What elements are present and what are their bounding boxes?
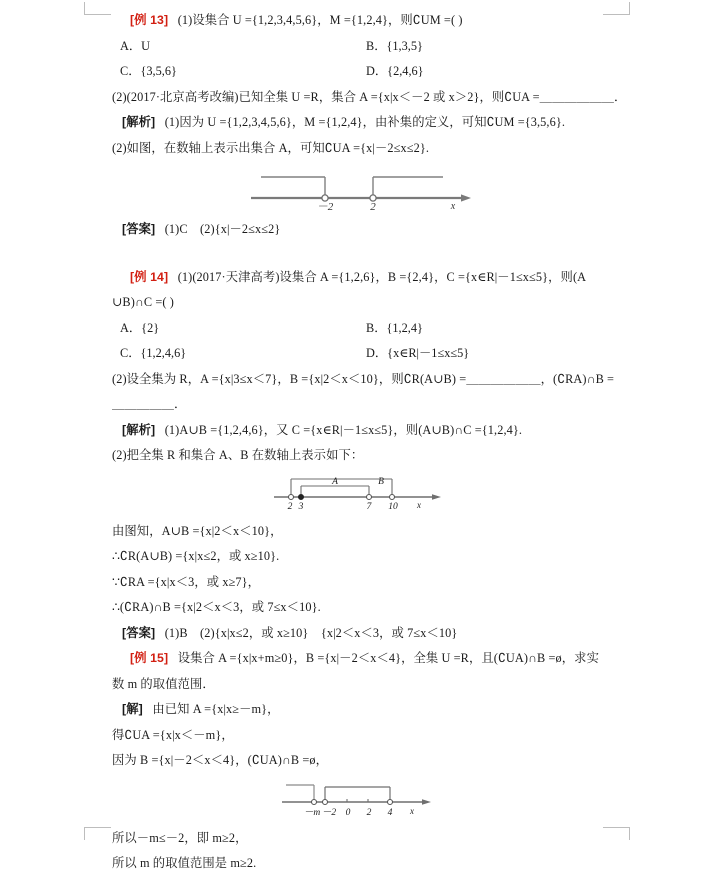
example-13-answer-line [112, 217, 612, 243]
axis-arrow [432, 494, 441, 500]
tick-marker-3 [299, 494, 304, 499]
figure-3-wrapper [112, 774, 612, 826]
tick-label-10: 10 [388, 501, 398, 512]
example-14-answer-tag: [答案] [122, 625, 156, 640]
example-14-analysis-line-1 [112, 418, 612, 444]
example-13-options-row-2 [112, 59, 612, 85]
example-13-analysis-line-1 [112, 110, 612, 136]
example-15-step-4: 所以 m 的取值范围是 m≥2. [112, 856, 257, 870]
example-14-answer: (1)B (2){x|x≤2，或 x≥10} {x|2＜x＜3，或 7≤x＜10} [164, 625, 458, 640]
example-14-part2: (2)设全集为 R，A ={x|3≤x＜7}，B ={x|2＜x＜10}，则∁R(A∪B) =＿＿＿＿＿＿，(∁RA)∩B = [112, 371, 615, 386]
axis-label-x: x [410, 805, 414, 816]
number-line-complement-a [247, 165, 477, 211]
number-line-range-m-svg [272, 778, 452, 820]
example-15-step-3: 所以－m≤－2，即 m≥2， [112, 830, 248, 845]
number-line-union-ab [272, 473, 452, 513]
example-15-stem: 设集合 A ={x|x+m≥0}，B ={x|－2＜x＜4}，全集 U =R，且(∁UA)∩B =ø，求实 [177, 651, 599, 665]
example-13-answer-tag: [答案] [122, 222, 156, 236]
interval-label-a: A [332, 476, 338, 487]
axis-label-x: x [450, 201, 456, 212]
crop-mark-top-left [84, 2, 111, 15]
example-14-step-4: ∴(∁RA)∩B ={x|2＜x＜3，或 7≤x＜10}. [112, 600, 321, 614]
interval-label-b: B [378, 476, 384, 487]
tick-label-2: 2 [366, 807, 372, 818]
example-15-label: [例 15] [130, 651, 169, 665]
figure-1-wrapper [112, 161, 612, 217]
example-13-label: [例 13] [130, 13, 169, 27]
example-13-analysis-tag: [解析] [122, 115, 156, 129]
number-line-complement-a-svg [247, 165, 477, 211]
tick-label-2: 2 [370, 201, 376, 213]
example-15-stem-line [112, 646, 612, 672]
example-15-stem-cont: 数 m 的取值范围． [112, 676, 215, 691]
example-15-analysis-tag: [解] [122, 702, 143, 716]
tick-label--2: －2 [316, 201, 334, 213]
example-14-step-2: ∴∁R(A∪B) ={x|x≤2，或 x≥10}. [112, 549, 280, 563]
tick-label-2: 2 [287, 501, 293, 512]
example-13-stem-line [112, 8, 612, 34]
example-14-analysis-1: (1)A∪B ={1,2,4,6}，又 C ={x∈R|－1≤x≤5}，则(A∪B)∩C ={1,2,4}. [164, 422, 523, 437]
tick-marker-10 [390, 494, 395, 499]
tick-label-0: 0 [345, 807, 351, 818]
example-15-step-2: 因为 B ={x|－2＜x＜4}，(∁UA)∩B =ø， [112, 753, 329, 767]
number-line-union-ab-svg [272, 473, 452, 513]
example-14-option-d[interactable]: D．{x∈R|－1≤x≤5} [366, 346, 470, 360]
axis-arrow [422, 799, 431, 805]
example-13-answer: (1)C (2){x|－2≤x≤2} [164, 222, 281, 236]
tick-marker-2 [289, 494, 294, 499]
number-line-range-m [272, 778, 452, 820]
example-14-option-a[interactable]: A．{2} [120, 320, 160, 335]
example-14-option-b[interactable]: B．{1,2,4} [366, 320, 423, 335]
example-14-step-3: ∵∁RA ={x|x＜3，或 x≥7}， [112, 574, 261, 589]
example-13-options-row-1 [112, 34, 612, 60]
tick-label--2: －2 [321, 807, 337, 818]
example-14-analysis-tag: [解析] [122, 422, 156, 437]
example-13-part2: (2)(2017·北京高考改编)已知全集 U =R，集合 A ={x|x＜－2 或 x＞2}，则∁UA =＿＿＿＿＿＿． [112, 89, 627, 104]
example-14-stem-cont: ∪B)∩C =( ) [112, 295, 174, 309]
tick-label-4: 4 [387, 807, 393, 818]
example-14-answer-line [112, 621, 612, 647]
example-13-analysis-1: (1)因为 U ={1,2,3,4,5,6}，M ={1,2,4}，由补集的定义，可知∁UM ={3,5,6}. [164, 115, 566, 129]
example-14-label: [例 14] [130, 269, 169, 284]
axis-label-x: x [417, 499, 421, 510]
example-14-option-c[interactable]: C．{1,2,4,6} [120, 346, 187, 360]
example-13-analysis-2: (2)如图，在数轴上表示出集合 A，可知∁UA ={x|－2≤x≤2}. [112, 140, 429, 155]
tick-label-7: 7 [366, 501, 372, 512]
example-14-options-row-2 [112, 341, 612, 367]
tick-label-3: 3 [298, 501, 304, 512]
example-14-stem: (1)(2017·天津高考)设集合 A ={1,2,6}，B ={2,4}，C ={x∈R|－1≤x≤5}，则(A [177, 269, 587, 284]
example-15-analysis-1: 由已知 A ={x|x≥－m}， [152, 702, 280, 716]
example-15-step-1: 得∁UA ={x|x＜－m}， [112, 727, 234, 742]
example-14-analysis-2: (2)把全集 R 和集合 A、B 在数轴上表示如下： [112, 448, 364, 462]
section-gap-13-14 [112, 243, 612, 265]
example-14-part2-cont: ＿＿＿＿＿． [112, 397, 187, 411]
example-13-stem: (1)设集合 U ={1,2,3,4,5,6}，M ={1,2,4}，则∁UM =( ) [177, 13, 463, 27]
tick-marker-4 [388, 799, 393, 804]
example-14-stem-line [112, 265, 612, 291]
page-content [112, 8, 627, 877]
tick-marker--2 [323, 799, 328, 804]
tick-label--m: －m [303, 807, 321, 818]
example-14-options-row-1 [112, 316, 612, 342]
example-13-option-c[interactable]: C．{3,5,6} [120, 64, 177, 78]
example-15-analysis-line-1 [112, 697, 612, 723]
example-13-option-a[interactable]: A．U [120, 38, 151, 53]
axis-arrow [461, 194, 471, 201]
crop-mark-bottom-left [84, 827, 111, 840]
figure-2-wrapper [112, 469, 612, 519]
example-13-option-d[interactable]: D．{2,4,6} [366, 64, 424, 78]
tick-marker--m [312, 799, 317, 804]
example-14-step-1: 由图知，A∪B ={x|2＜x＜10}， [112, 523, 283, 538]
example-13-option-b[interactable]: B．{1,3,5} [366, 38, 423, 53]
tick-marker-7 [367, 494, 372, 499]
